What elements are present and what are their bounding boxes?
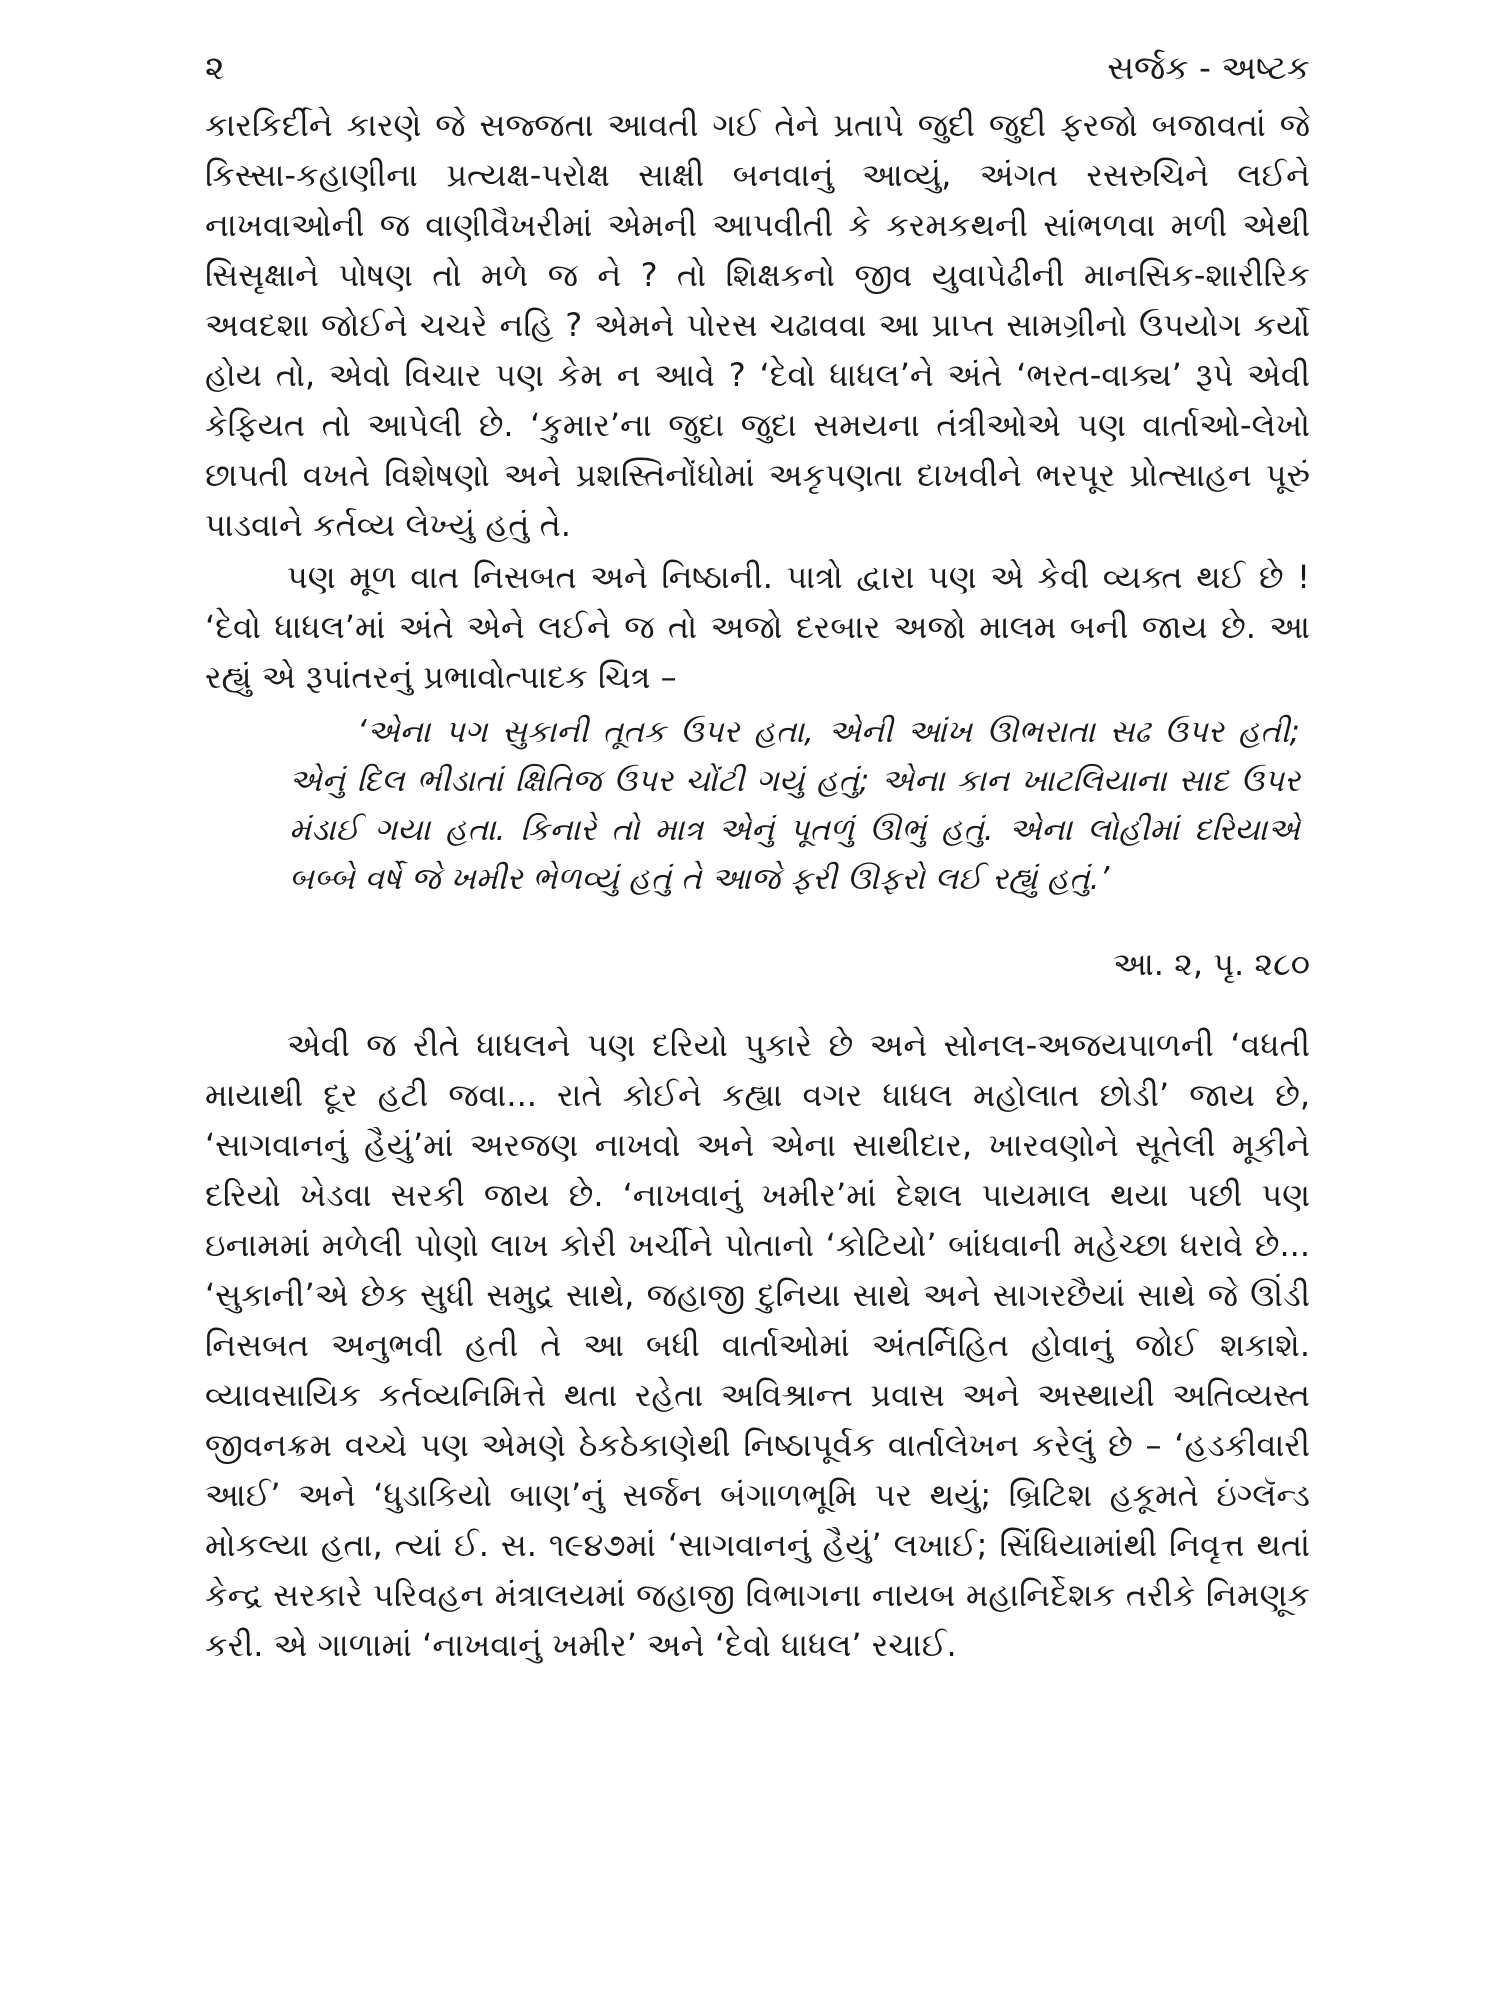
page-number: ૨	[205, 48, 225, 87]
page-header	[205, 40, 1310, 96]
citation: આ. ૨, પૃ. ૨૮૦	[1113, 945, 1310, 983]
paragraph: પણ મૂળ વાત નિસબત અને નિષ્ઠાની. પાત્રો દ્વારા પણ એ કેવી વ્યક્ત થઈ છે ! ‘દેવો ધાધલ’માં અંતે એને લઈને જ તો અજો દરબાર અજો માલમ બની જાય છે. આ રહ્યું એ રૂપાંતરનું પ્રભાવોત્પાદક ચિત્ર –	[205, 558, 1310, 696]
page-body	[205, 100, 1310, 1670]
paragraph: એવી જ રીતે ધાધલને પણ દરિયો પુકારે છે અને સોનલ-અજયપાળની ‘વધતી માયાથી દૂર હટી જવા... રાતે કોઈને કહ્યા વગર ધાધલ મહોલાત છોડી’ જાય છે, ‘સાગવાનનું હૈયું’માં અરજણ નાખવો અને એના સાથીદાર, ખારવણોને સૂતેલી મૂકીને દરિયો ખેડવા સરકી જાય છે. ‘નાખવાનું ખમીર’માં દેશલ પાયમાલ થયા પછી પણ ઇનામમાં મળેલી પોણો લાખ કોરી ખર્ચીને પોતાનો ‘કોટિયો’ બાંધવાની મહેચ્છા ધરાવે છે... ‘સુકાની’એ છેક સુધી સમુદ્ર સાથે, જહાજી દુનિયા સાથે અને સાગરછૈયાં સાથે જે ઊંડી નિસબત અનુભવી હતી તે આ બધી વાર્તાઓમાં અંતર્નિહિત હોવાનું જોઈ શકાશે. વ્યાવસાયિક કર્તવ્યનિમિત્તે થતા રહેતા અવિશ્રાન્ત પ્રવાસ અને અસ્થાયી અતિવ્યસ્ત જીવનક્રમ વચ્ચે પણ એમણે ઠેકઠેકાણેથી નિષ્ઠાપૂર્વક વાર્તાલેખન કરેલું છે – ‘હડકીવારી આઈ’ અને ‘ધુડાકિયો બાણ’નું સર્જન બંગાળભૂમિ પર થયું; બ્રિટિશ હકૂમતે ઇંગ્લૅન્ડ મોકલ્યા હતા, ત્યાં ઈ. સ. ૧૯૪૭માં ‘સાગવાનનું હૈયું’ લખાઈ; સિંધિયામાંથી નિવૃત્ત થતાં કેન્દ્ર સરકારે પરિવહન મંત્રાલયમાં જહાજી વિભાગના નાયબ મહાનિર્દેશક તરીકે નિમણૂક કરી. એ ગાળામાં ‘નાખવાનું ખમીર’ અને ‘દેવો ધાધલ’ રચાઈ.	[205, 1026, 1310, 1664]
block-quote	[289, 708, 1300, 904]
quote-text: ‘એના પગ સુકાની તૂતક ઉપર હતા, એની આંખ ઊભરાતા સઢ ઉપર હતી; એનું દિલ ભીડાતાં ક્ષિતિજ ઉપર ચોંટી ગયું હતું; એના કાન ખાટલિયાના સાદ ઉપર મંડાઈ ગયા હતા. કિનારે તો માત્ર એનું પૂતળું ઊભું હતું. એના લોહીમાં દરિયાએ બબ્બે વર્ષે જે ખમીર ભેળવ્યું હતું તે આજે ફરી ઊફરો લઈ રહ્યું હતું.’	[289, 714, 1300, 897]
running-title: સર્જક - અષ્ટક	[1107, 48, 1310, 87]
paragraph: કારકિર્દીને કારણે જે સજ્જતા આવતી ગઈ તેને પ્રતાપે જુદી જુદી ફરજો બજાવતાં જે કિસ્સા-કહાણીના પ્રત્યક્ષ-પરોક્ષ સાક્ષી બનવાનું આવ્યું, અંગત રસરુચિને લઈને નાખવાઓની જ વાણીવૈખરીમાં એમની આપવીતી કે કરમકથની સાંભળવા મળી એથી સિસૃક્ષાને પોષણ તો મળે જ ને ? તો શિક્ષકનો જીવ યુવાપેઢીની માનસિક-શારીરિક અવદશા જોઈને ચચરે નહિ ? એમને પોરસ ચઢાવવા આ પ્રાપ્ત સામગ્રીનો ઉપયોગ કર્યો હોય તો, એવો વિચાર પણ કેમ ન આવે ? ‘દેવો ધાધલ’ને અંતે ‘ભરત-વાક્ય’ રૂપે એવી કેફિયત તો આપેલી છે. ‘કુમાર’ના જુદા જુદા સમયના તંત્રીઓએ પણ વાર્તાઓ-લેખો છાપતી વખતે વિશેષણો અને પ્રશસ્તિનોંધોમાં અકૃપણતા દાખવીને ભરપૂર પ્રોત્સાહન પૂરું પાડવાને કર્તવ્ય લેખ્યું હતું તે.	[205, 106, 1310, 544]
